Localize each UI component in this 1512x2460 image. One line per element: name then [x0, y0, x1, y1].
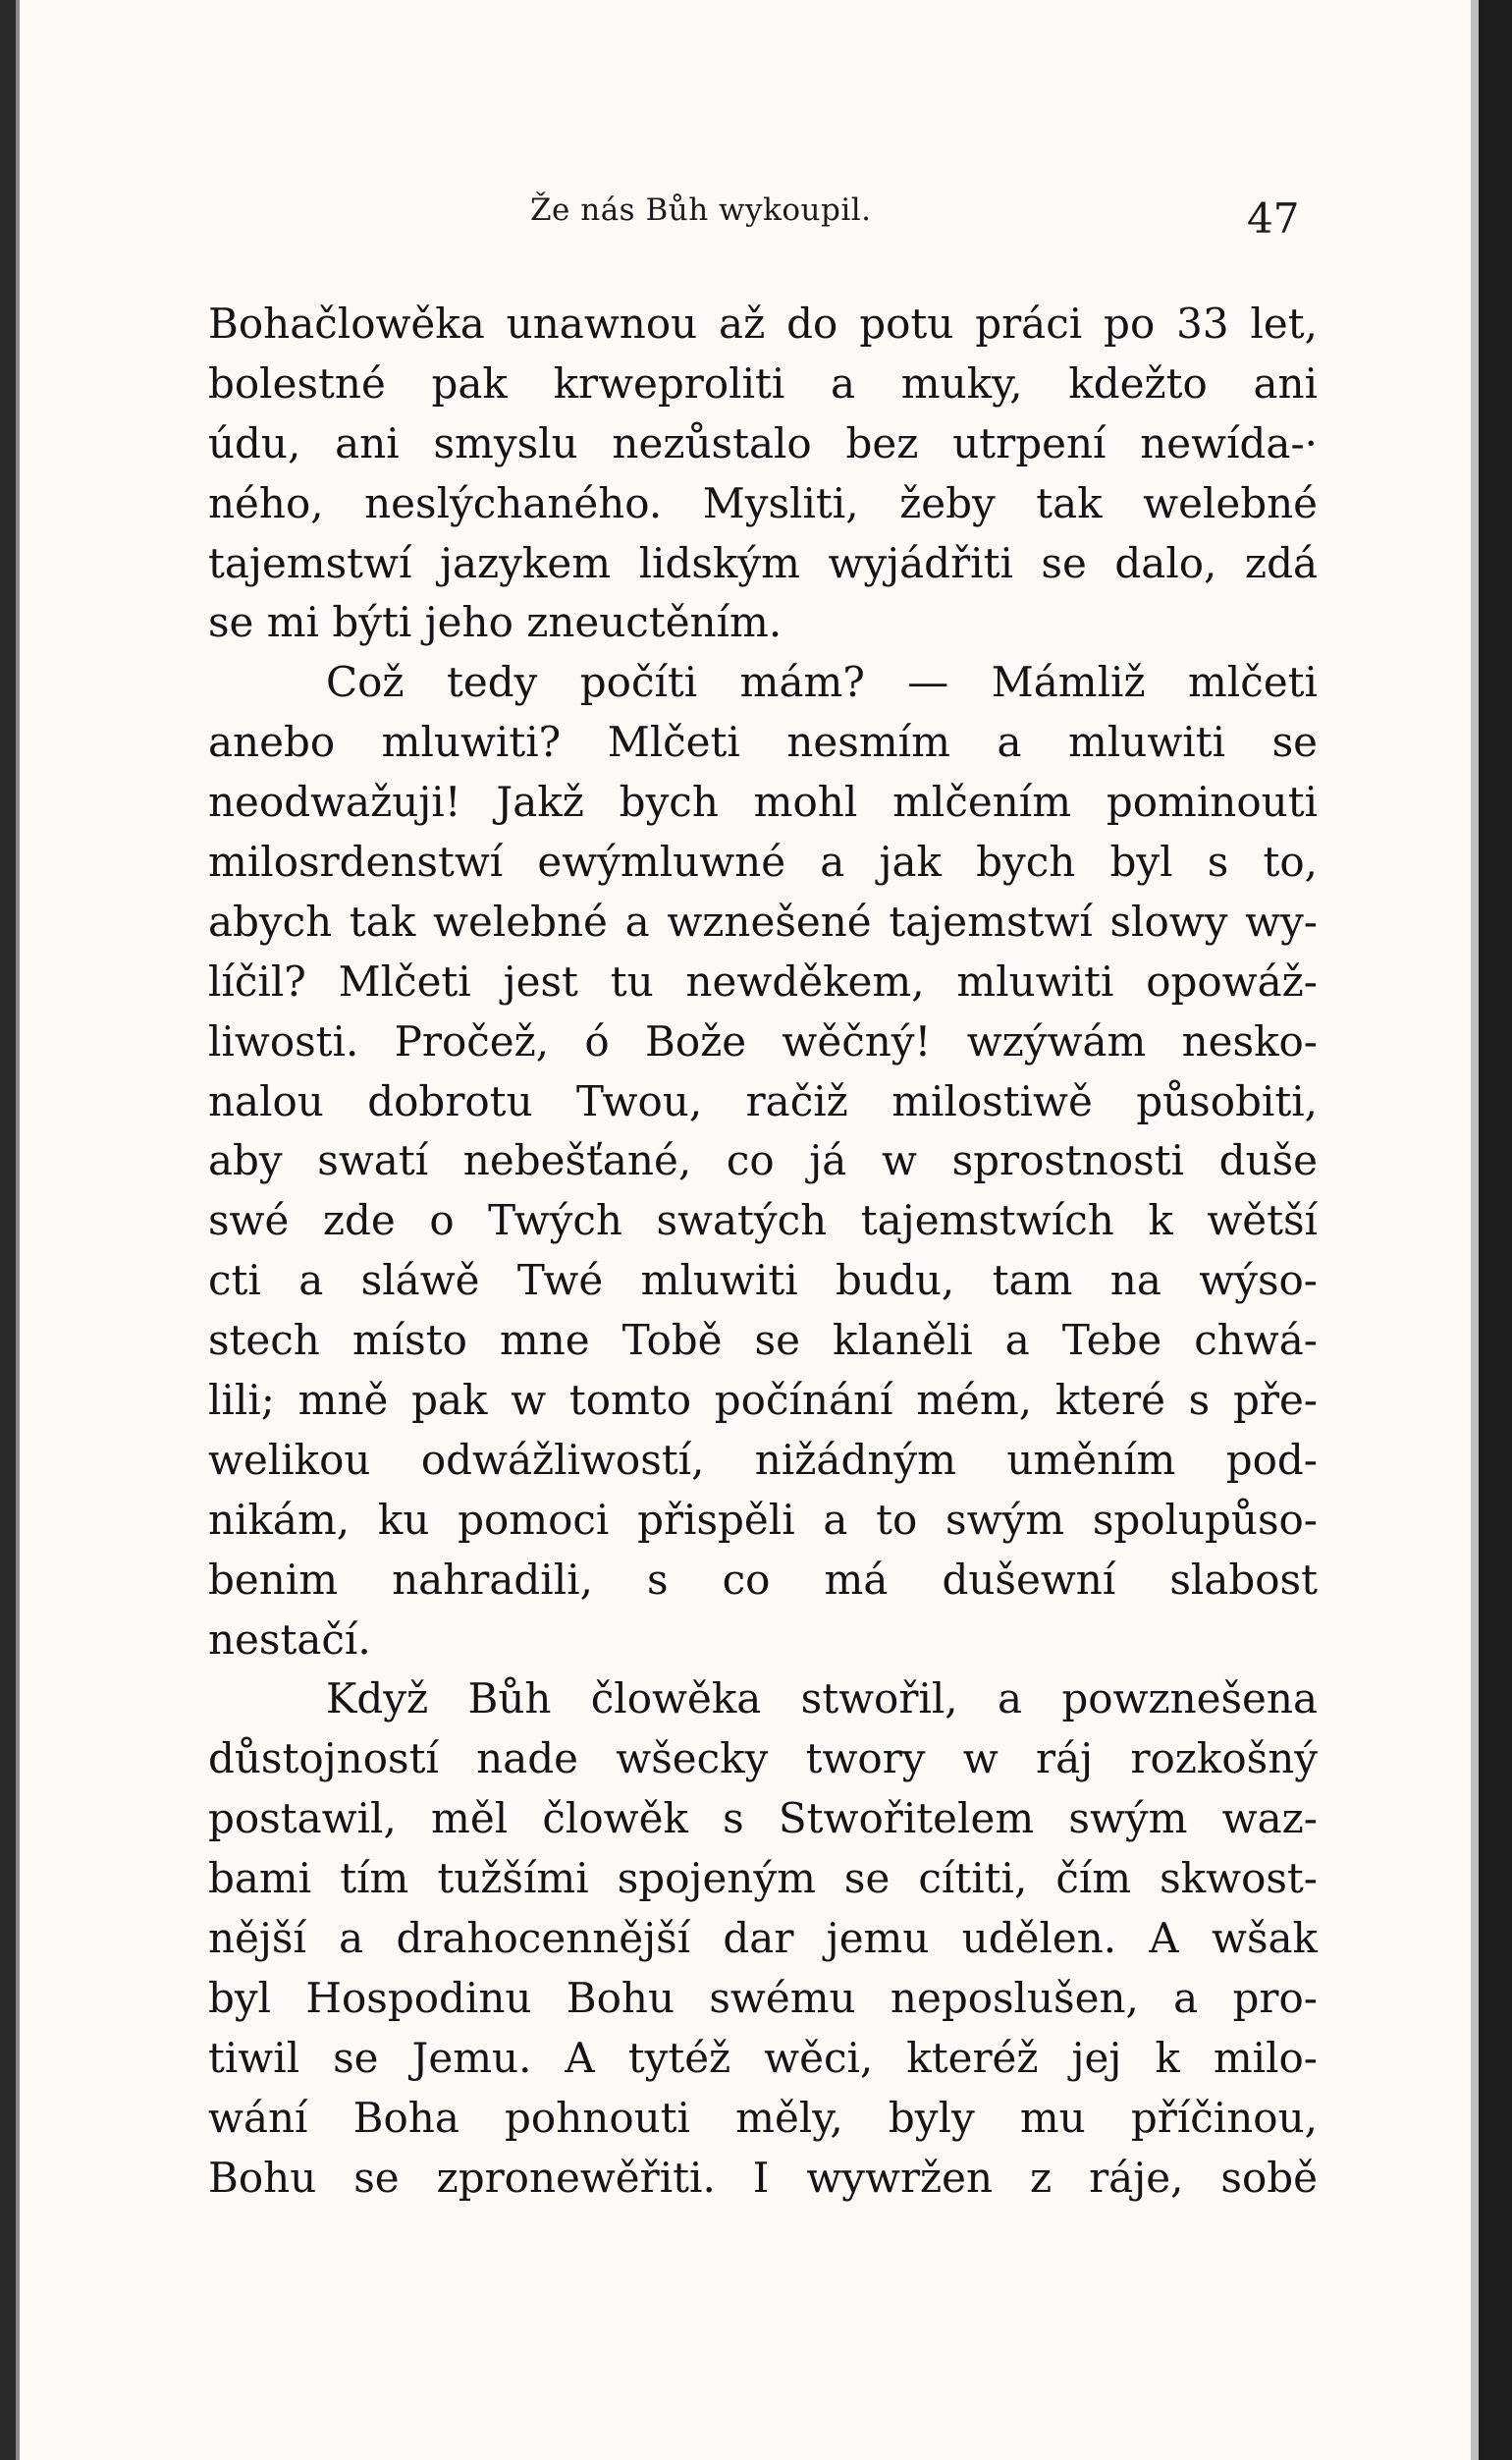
text-line: welikou odwážliwostí, nižádným uměním pod- [208, 1435, 1318, 1484]
paragraph-start-line: Když Bůh člowěka stwořil, a powznešena [326, 1674, 1318, 1723]
page-right-shadow [1471, 0, 1479, 2460]
text-line: Bohu se zpronewěřiti. I wywržen z ráje, sobě [208, 2153, 1318, 2202]
text-line: nější a drahocennější dar jemu udělen. A wšak [208, 1914, 1318, 1963]
body-text [208, 295, 1318, 2209]
running-head: Že nás Bůh wykoupil. [530, 192, 872, 228]
text-line: cti a sláwě Twé mluwiti budu, tam na wýso- [208, 1256, 1318, 1305]
text-line: nalou dobrotu Twou, račiž milostiwě působiti, [208, 1076, 1318, 1125]
page-binding-shadow [16, 0, 20, 2460]
text-line: tajemstwí jazykem lidským wyjádřiti se dalo, zdá [208, 538, 1318, 587]
text-line: údu, ani smyslu nezůstalo bez utrpení newída-· [208, 418, 1318, 467]
page-number: 47 [1247, 194, 1300, 243]
text-line: se mi býti jeho zneuctěním. [208, 598, 783, 647]
text-line: líčil? Mlčeti jest tu newděkem, mluwiti opowáž- [208, 957, 1318, 1006]
text-line: byl Hospodinu Bohu swému neposlušen, a pro- [208, 1973, 1318, 2022]
text-line: wání Boha pohnouti měly, byly mu příčinou, [208, 2093, 1318, 2142]
text-line: liwosti. Pročež, ó Bože wěčný! wzýwám nesko- [208, 1016, 1318, 1066]
text-line: neodwažuji! Jakž bych mohl mlčením pominouti [208, 778, 1318, 827]
text-line: anebo mluwiti? Mlčeti nesmím a mluwiti se [208, 718, 1318, 767]
text-line: Bohačlowěka unawnou až do potu práci po 33 let, [208, 300, 1318, 348]
text-line: nikám, ku pomoci přispěli a to swým spolupůso- [208, 1495, 1318, 1544]
text-line: lili; mně pak w tomto počínání mém, které s pře- [208, 1376, 1318, 1425]
text-line: nestačí. [208, 1614, 371, 1664]
text-line: aby swatí nebešťané, co já w sprostnosti duše [208, 1136, 1318, 1185]
text-line: stech místo mne Tobě se klaněli a Tebe chwá- [208, 1316, 1318, 1365]
page-binding-edge [0, 0, 16, 2460]
text-line: ného, neslýchaného. Mysliti, žeby tak welebné [208, 478, 1318, 527]
text-line: milosrdenstwí ewýmluwné a jak bych byl s to, [208, 838, 1318, 887]
text-line: bolestné pak krweproliti a muky, kdežto ani [208, 358, 1318, 408]
text-line: swé zde o Twých swatých tajemstwích k wětší [208, 1196, 1318, 1245]
text-line: tiwil se Jemu. A tytéž wěci, kteréž jej k milo- [208, 2033, 1318, 2082]
text-line: abych tak welebné a wznešené tajemstwí slowy wy- [208, 897, 1318, 946]
text-line: bami tím tužšími spojeným se cítiti, čím skwost- [208, 1854, 1318, 1903]
paragraph-start-line: Což tedy počíti mám? — Mámliž mlčeti [326, 658, 1318, 707]
page-right-edge [1479, 0, 1512, 2460]
text-line: benim nahradili, s co má dušewní slabost [208, 1555, 1318, 1604]
text-line: důstojností nade wšecky twory w ráj rozkošný [208, 1734, 1318, 1783]
text-line: postawil, měl člowěk s Stwořitelem swým waz- [208, 1794, 1318, 1843]
